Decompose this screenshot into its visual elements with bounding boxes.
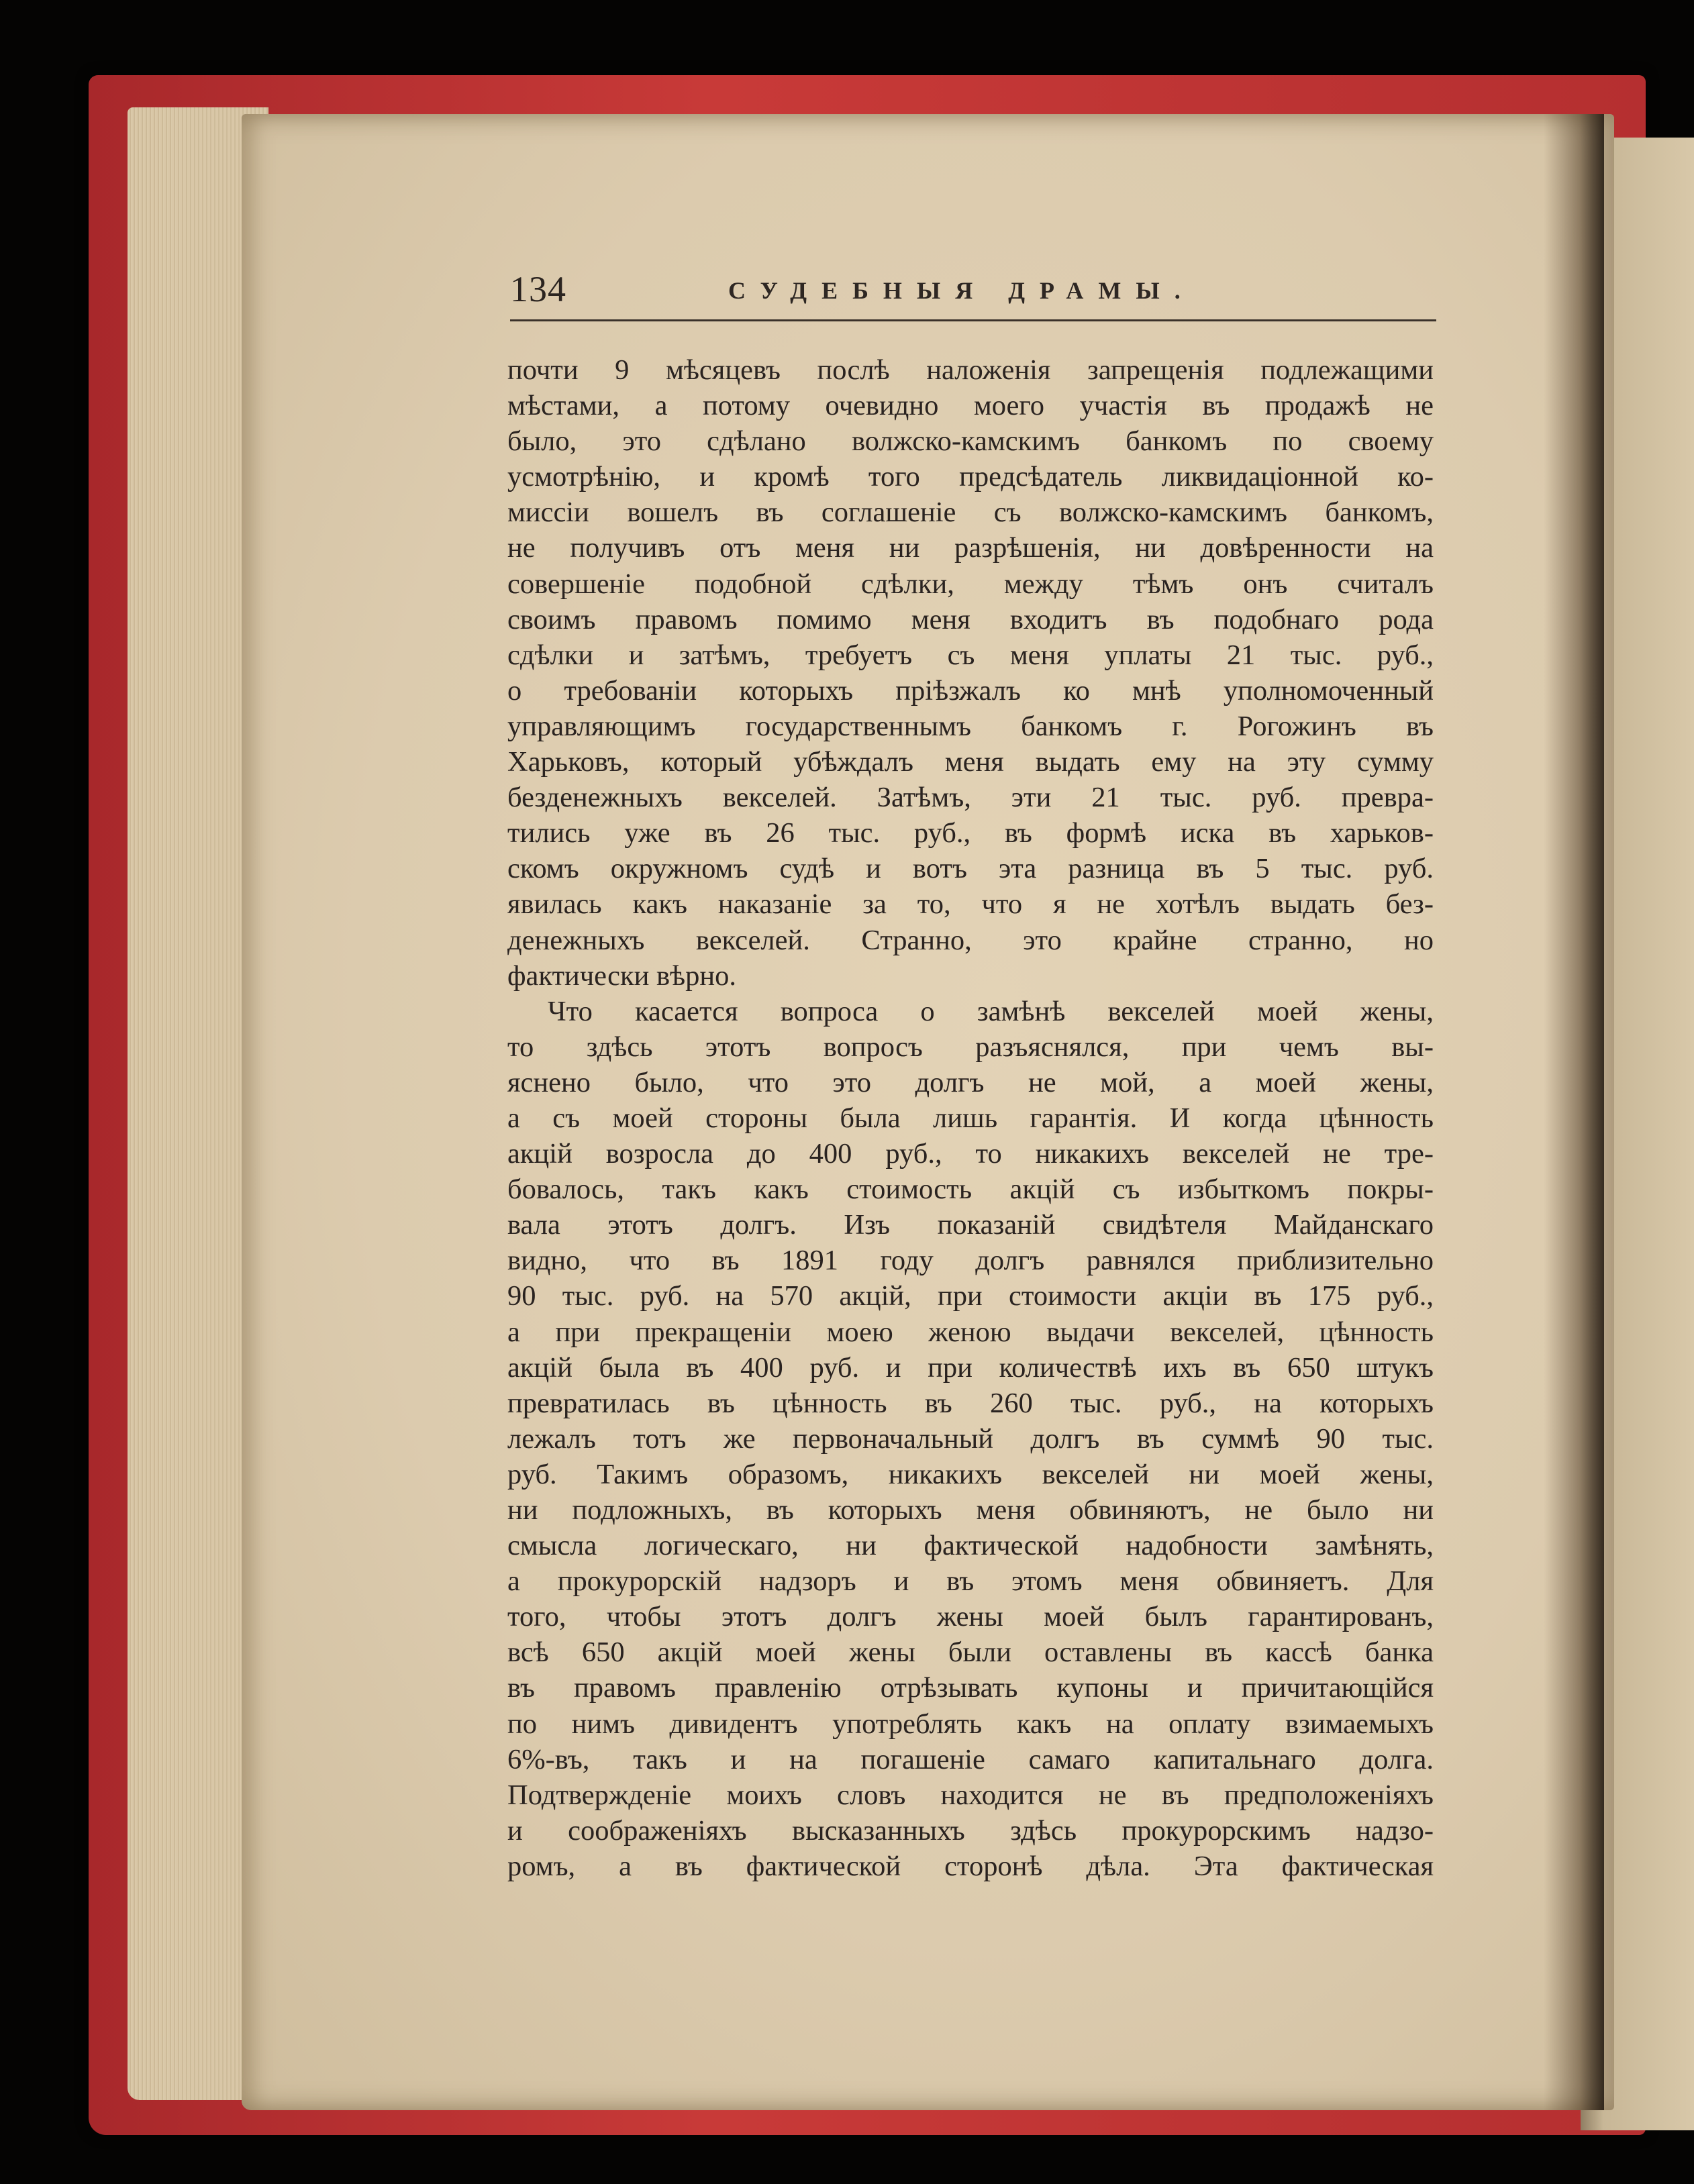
- body-text: [507, 352, 1434, 1884]
- text-line: руб. Такимъ образомъ, никакихъ векселей ни моей жены,: [507, 1458, 1434, 1490]
- text-line: усмотрѣнію, и кромѣ того предсѣдатель ликвидаціонной ко-: [507, 461, 1434, 493]
- text-line: не получивъ отъ меня ни разрѣшенія, ни довѣренности на: [507, 532, 1434, 564]
- page-number: 134: [510, 269, 566, 309]
- text-line: 90 тыс. руб. на 570 акцій, при стоимости акціи въ 175 руб.,: [507, 1280, 1434, 1312]
- text-line: а прокурорскій надзоръ и въ этомъ меня обвиняетъ. Для: [507, 1565, 1434, 1598]
- page-gutter-shadow: [1544, 114, 1604, 2110]
- text-line: сдѣлки и затѣмъ, требуетъ съ меня уплаты 21 тыс. руб.,: [507, 639, 1434, 671]
- page-header: [510, 268, 1436, 315]
- text-line: по нимъ дивидентъ употреблять какъ на оплату взимаемыхъ: [507, 1708, 1434, 1740]
- text-line: 6%-въ, такъ и на погашеніе самаго капитальнаго долга.: [507, 1743, 1434, 1775]
- text-line: безденежныхъ векселей. Затѣмъ, эти 21 тыс. руб. превра-: [507, 782, 1434, 814]
- text-line: миссіи вошелъ въ соглашеніе съ волжско-камскимъ банкомъ,: [507, 497, 1434, 529]
- running-title: СУДЕБНЫЯ ДРАМЫ.: [728, 277, 1195, 304]
- text-line: ромъ, а въ фактической сторонѣ дѣла. Эта фактическая: [507, 1850, 1434, 1882]
- text-line: Подтвержденіе моихъ словъ находится не въ предположеніяхъ: [507, 1779, 1434, 1811]
- text-line: того, чтобы этотъ долгъ жены моей былъ гарантированъ,: [507, 1601, 1434, 1633]
- text-line: денежныхъ векселей. Странно, это крайне странно, но: [507, 924, 1434, 956]
- text-line: мѣстами, а потому очевидно моего участія въ продажѣ не: [507, 390, 1434, 422]
- text-line: превратилась въ цѣнность въ 260 тыс. руб., на которыхъ: [507, 1387, 1434, 1419]
- text-line: управляющимъ государственнымъ банкомъ г. Рогожинъ въ: [507, 710, 1434, 742]
- text-line: акцій возросла до 400 руб., то никакихъ векселей не тре-: [507, 1138, 1434, 1170]
- text-line: фактически вѣрно.: [507, 959, 736, 992]
- text-line: бовалось, такъ какъ стоимость акцій съ избыткомъ покры-: [507, 1174, 1434, 1206]
- text-line: всѣ 650 акцій моей жены были оставлены въ кассѣ банка: [507, 1636, 1434, 1669]
- text-line: смысла логическаго, ни фактической надобности замѣнять,: [507, 1530, 1434, 1562]
- text-line: о требованіи которыхъ пріѣзжалъ ко мнѣ уполномоченный: [507, 674, 1434, 707]
- text-line: явилась какъ наказаніе за то, что я не хотѣлъ выдать без-: [507, 888, 1434, 921]
- text-line: акцій была въ 400 руб. и при количествѣ ихъ въ 650 штукъ: [507, 1351, 1434, 1384]
- text-line: яснено было, что это долгъ не мой, а моей жены,: [507, 1066, 1434, 1098]
- text-line: лежалъ тотъ же первоначальный долгъ въ суммѣ 90 тыс.: [507, 1422, 1434, 1455]
- text-line: скомъ окружномъ судѣ и вотъ эта разница въ 5 тыс. руб.: [507, 853, 1434, 885]
- text-line: почти 9 мѣсяцевъ послѣ наложенія запрещенія подлежащими: [507, 354, 1434, 386]
- text-line: въ правомъ правленію отрѣзывать купоны и причитающійся: [507, 1672, 1434, 1704]
- text-line: а при прекращеніи моею женою выдачи векселей, цѣнность: [507, 1316, 1434, 1348]
- text-line: Харьковъ, который убѣждалъ меня выдать ему на эту сумму: [507, 746, 1434, 778]
- text-line: было, это сдѣлано волжско-камскимъ банкомъ по своему: [507, 425, 1434, 458]
- text-line: и соображеніяхъ высказанныхъ здѣсь прокурорскимъ надзо-: [507, 1814, 1434, 1847]
- text-line: Что касается вопроса о замѣнѣ векселей моей жены,: [548, 995, 1434, 1027]
- text-line: тились уже въ 26 тыс. руб., въ формѣ иска въ харьков-: [507, 817, 1434, 849]
- text-line: совершеніе подобной сдѣлки, между тѣмъ онъ считалъ: [507, 568, 1434, 600]
- text-line: вала этотъ долгъ. Изъ показаній свидѣтеля Майданскаго: [507, 1209, 1434, 1241]
- text-line: видно, что въ 1891 году долгъ равнялся приблизительно: [507, 1245, 1434, 1277]
- text-line: а съ моей стороны была лишь гарантія. И когда цѣнность: [507, 1102, 1434, 1134]
- header-rule: [510, 319, 1436, 321]
- text-line: своимъ правомъ помимо меня входитъ въ подобнаго рода: [507, 603, 1434, 635]
- text-line: то здѣсь этотъ вопросъ разъяснялся, при чемъ вы-: [507, 1031, 1434, 1063]
- text-line: ни подложныхъ, въ которыхъ меня обвиняютъ, не было ни: [507, 1494, 1434, 1526]
